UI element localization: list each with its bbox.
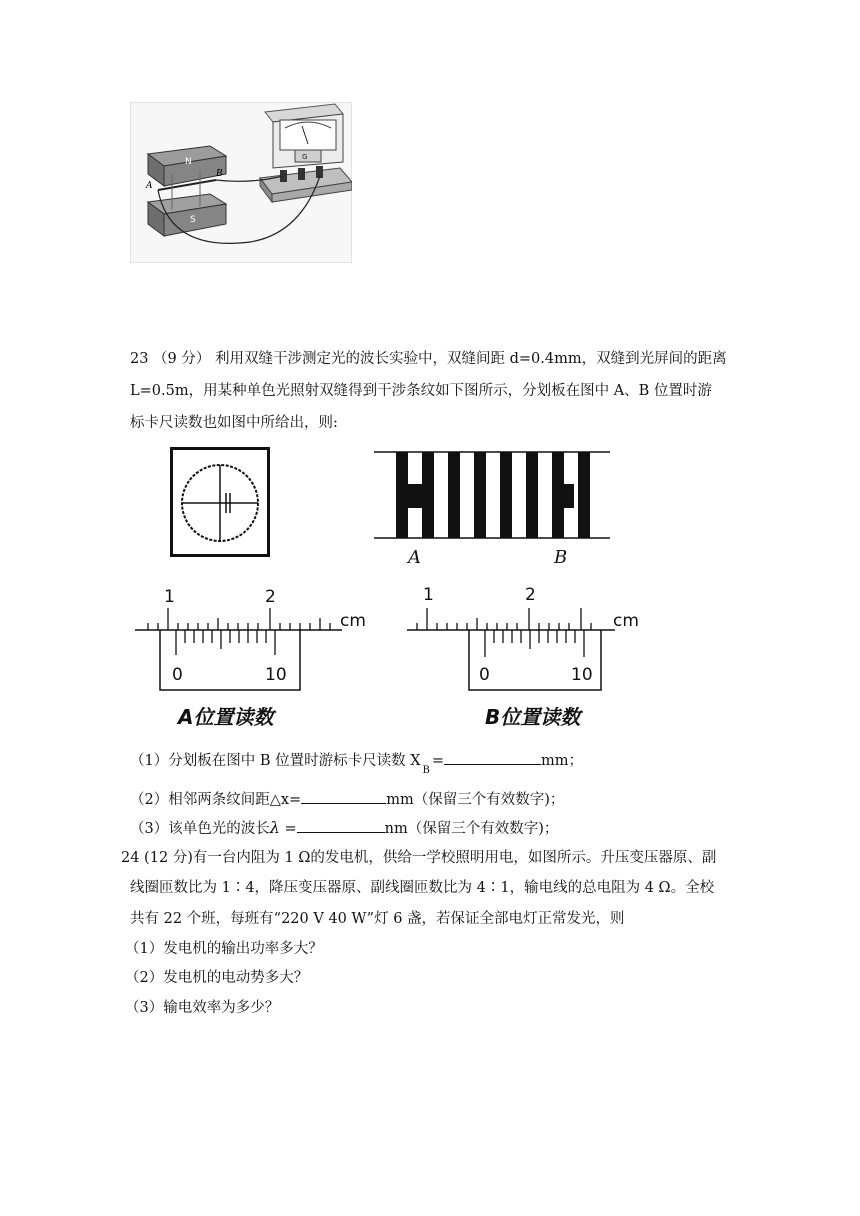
q24-line-2: 线圈匝数比为 1∶4，降压变压器原、副线圈匝数比为 4∶1，输电线的总电阻为 4 Ω。全校 [130, 880, 715, 896]
fringe-label-a: A [408, 547, 421, 568]
q23-sub3-prefix: （3）该单色光的波长 [130, 821, 270, 837]
q23-intro-line-1: 23 （9 分） 利用双缝干涉测定光的波长实验中，双缝间距 d=0.4mm，双缝到光屏间的距离 [130, 351, 727, 367]
q23-sub2-prefix: （2）相邻两条纹间距△x= [130, 792, 302, 808]
caliper-b-main-1: 1 [423, 585, 434, 605]
caliper-b [405, 585, 650, 730]
caliper-b-caption: B位置读数 [485, 705, 581, 729]
pole-n-label: N [185, 157, 192, 167]
interference-fringes [374, 450, 610, 544]
fringe-label-b: B [554, 547, 568, 568]
caliper-a-caption: A位置读数 [178, 705, 274, 729]
eyepiece-view [170, 447, 270, 557]
terminal-a-label: A [146, 181, 153, 191]
q23-sub3-suffix: nm（保留三个有效数字)； [384, 821, 559, 837]
q23-sub3 [130, 818, 558, 839]
q23-sub2-answer-blank[interactable] [301, 789, 386, 804]
caliper-b-main-2: 2 [525, 585, 536, 605]
q23-intro-line-3: 标卡尺读数也如图中所给出，则: [130, 415, 338, 431]
q23-intro-line-2: L=0.5m，用某种单色光照射双缝得到干涉条纹如下图所示，分划板在图中 A、B 位置时游 [130, 383, 712, 399]
caliper-b-unit: cm [613, 611, 639, 631]
q23-sub1-answer-blank[interactable] [444, 750, 541, 765]
q23-sub3-equals: = [279, 821, 297, 837]
q23-sub1-subscript: B [422, 765, 430, 776]
q23-sub1-suffix: mm； [541, 753, 584, 769]
q24-sub3: （3）输电效率为多少？ [125, 1000, 280, 1016]
q24-line-1: 24 (12 分)有一台内阻为 1 Ω的发电机，供给一学校照明用电，如图所示。升压变压器原、副 [121, 850, 717, 866]
caliper-a-main-1: 1 [164, 587, 175, 607]
caliper-a [130, 585, 375, 730]
terminal-b-label: B [216, 169, 223, 179]
caliper-a-vernier-10: 10 [265, 665, 287, 685]
caliper-b-vernier-0: 0 [479, 665, 490, 685]
caliper-a-vernier-0: 0 [172, 665, 183, 685]
q23-sub1 [130, 750, 584, 776]
q24-sub1: （1）发电机的输出功率多大？ [125, 941, 323, 957]
q24-sub2: （2）发电机的电动势多大？ [125, 970, 309, 986]
apparatus-illustration [130, 102, 352, 263]
caliper-a-main-2: 2 [265, 587, 276, 607]
q23-sub1-prefix: （1）分划板在图中 B 位置时游标卡尺读数 X [130, 753, 421, 769]
meter-label: G [302, 153, 308, 161]
apparatus-figure [130, 102, 352, 263]
pole-s-label: S [190, 215, 196, 225]
q24-line-3: 共有 22 个班，每班有“220 V 40 W”灯 6 盏，若保证全部电灯正常发光，则 [130, 911, 625, 927]
q23-sub3-lambda: λ [269, 818, 280, 837]
q23-sub3-answer-blank[interactable] [297, 818, 385, 833]
q23-sub1-equals: = [431, 753, 445, 769]
caliper-b-vernier-10: 10 [571, 665, 593, 685]
q23-sub2-suffix: mm（保留三个有效数字)； [386, 792, 565, 808]
caliper-a-unit: cm [340, 611, 366, 631]
q23-sub2 [130, 789, 564, 810]
